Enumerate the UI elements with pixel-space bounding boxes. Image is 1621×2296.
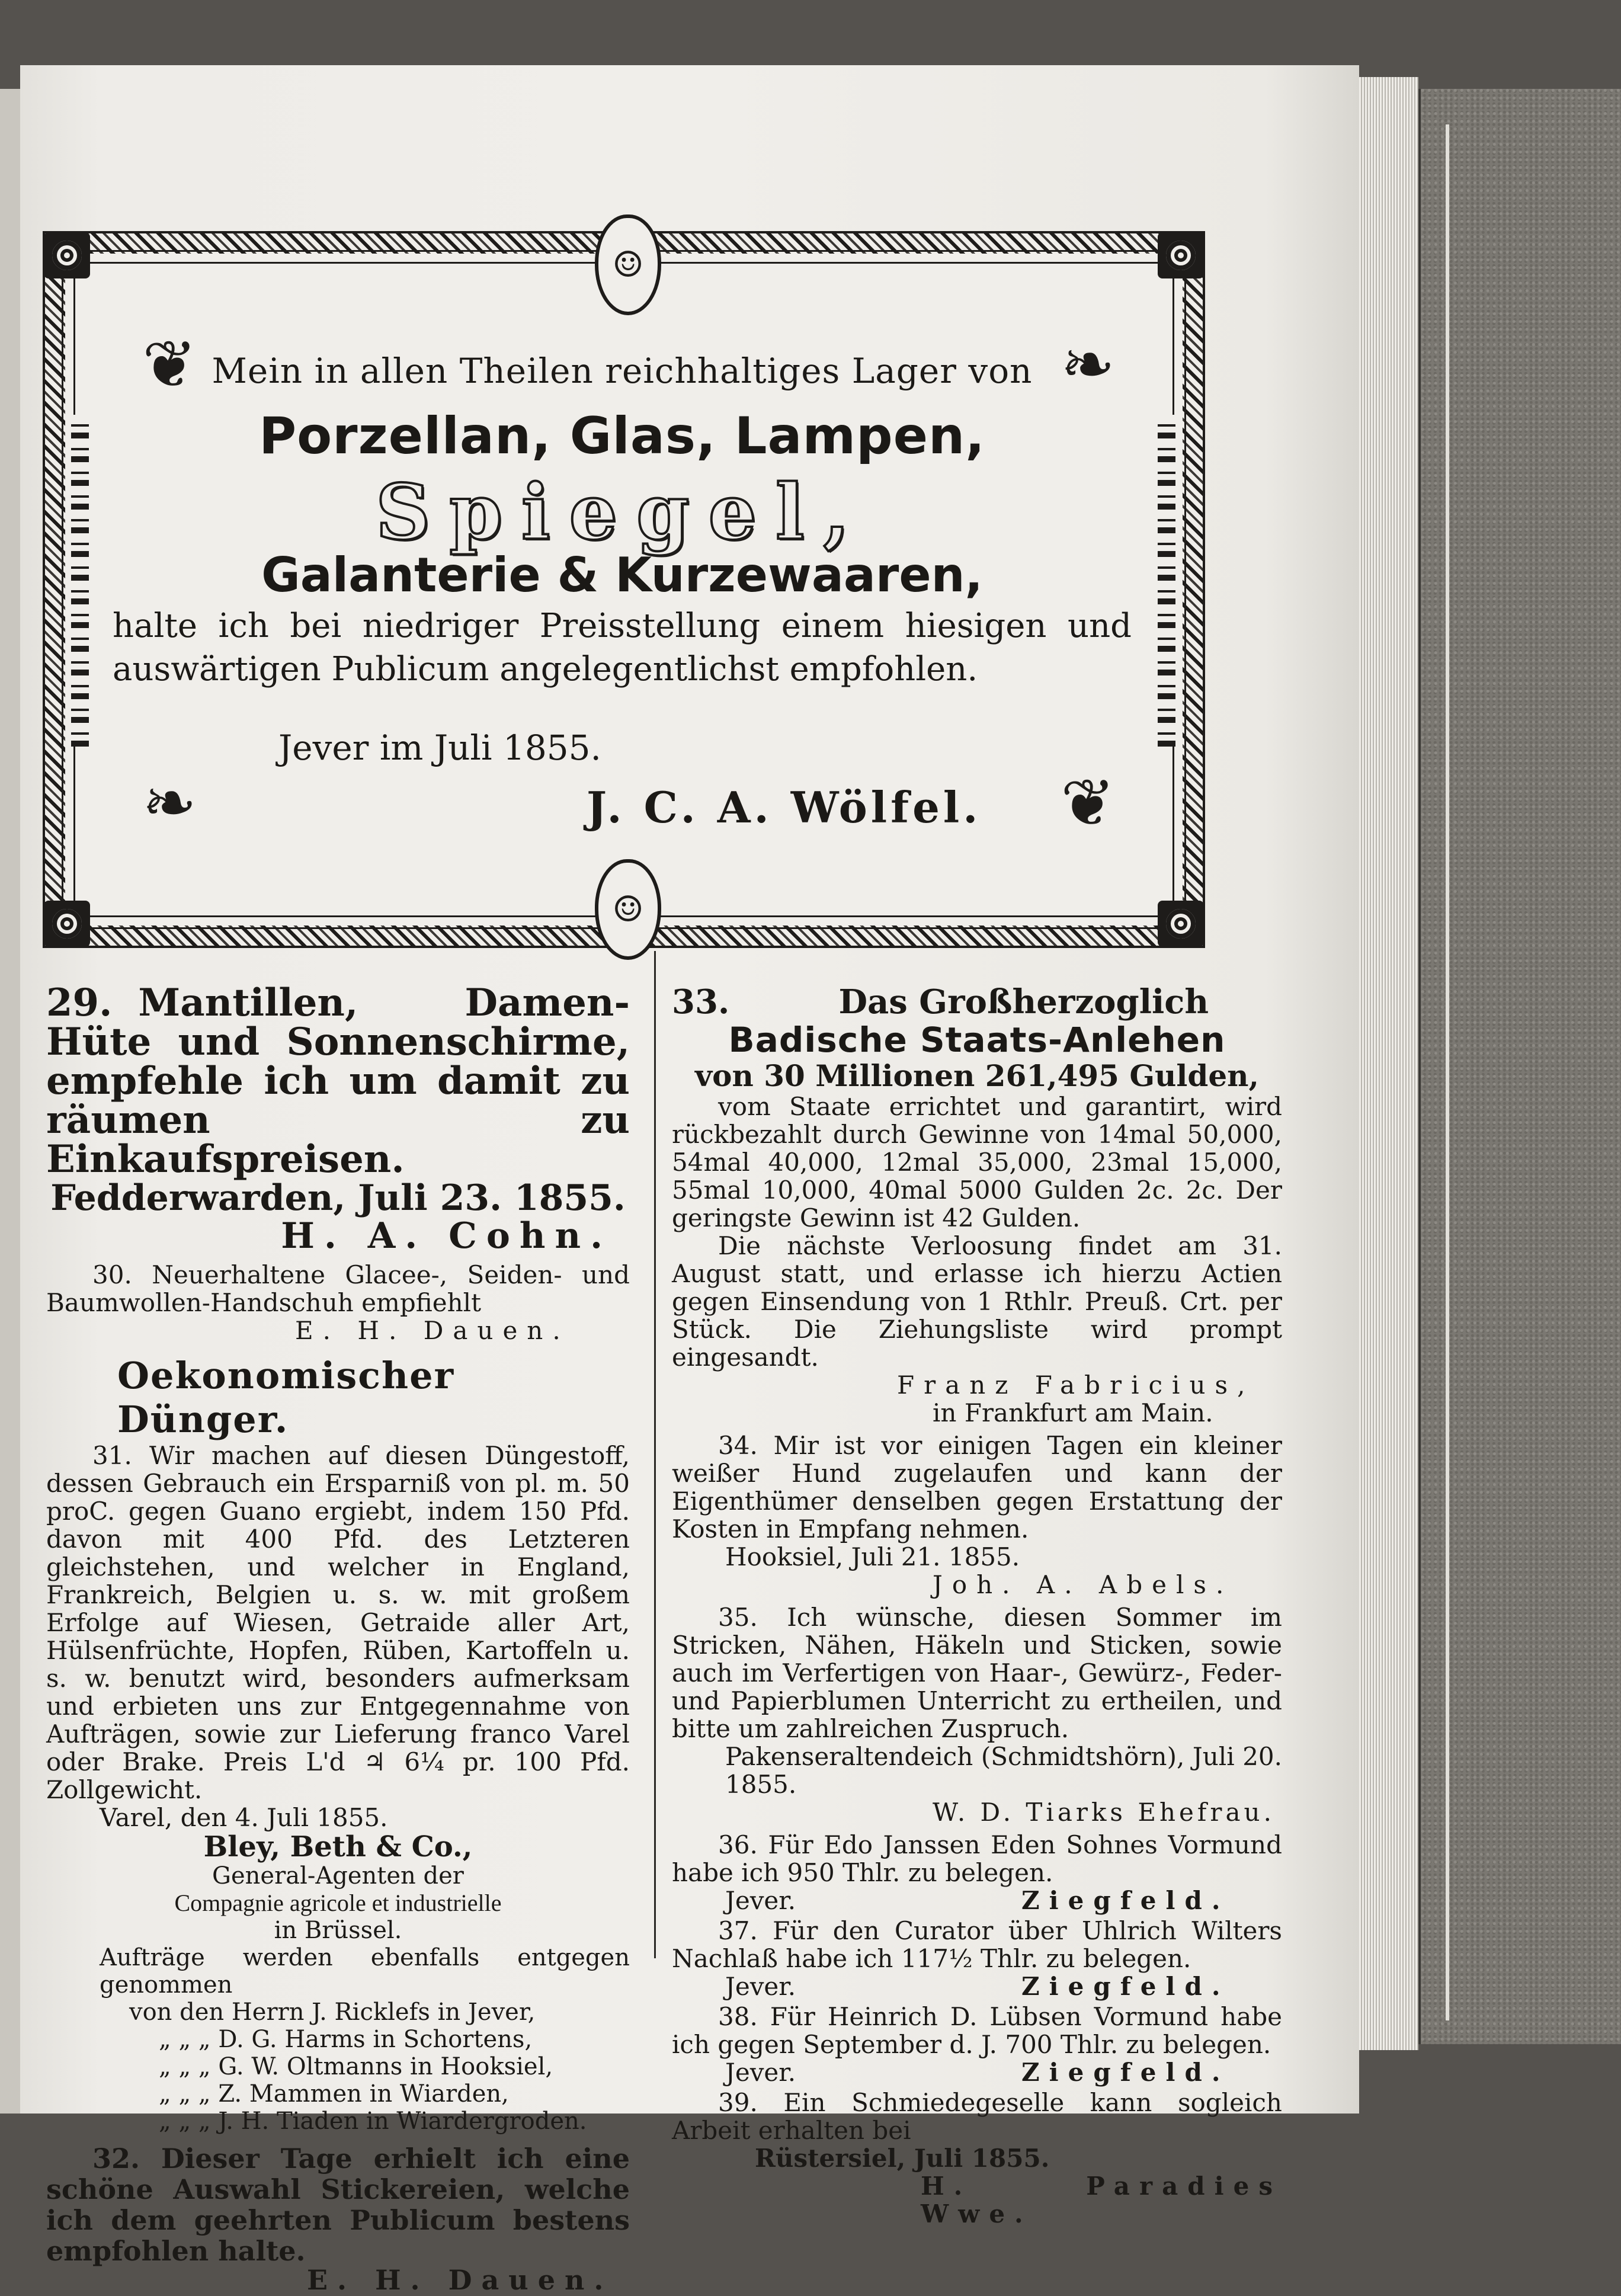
ad-31 bbox=[46, 1354, 630, 2135]
ad-place: Jever. bbox=[725, 2058, 796, 2087]
ad-38 bbox=[672, 2003, 1282, 2086]
ad-signature: Ziegfeld. bbox=[1021, 1886, 1230, 1915]
ad-text: 37. Für den Curator über Uhlrich Wilters Nachlaß habe ich 117½ Thlr. zu belegen. bbox=[672, 1916, 1282, 1973]
left-page-edge bbox=[0, 89, 22, 2114]
ad-text: 39. Ein Schmiedegeselle kann sogleich Arbeit erhalten bei bbox=[672, 2088, 1282, 2145]
ad-place-date: Varel, den 4. Juli 1855. bbox=[100, 1803, 388, 1832]
cover-edge bbox=[1446, 124, 1449, 2020]
ad-text-2: Die nächste Verloosung findet am 31. August statt, und erlasse ich hierzu Actien gegen Einsendung von 1 Rthlr. Preuß. Crt. per Stück. Die Ziehungsliste wird prompt eingesandt. bbox=[672, 1231, 1282, 1372]
ad-signature: H. Paradies Wwe. bbox=[921, 2172, 1282, 2228]
ad-number: 29. bbox=[46, 981, 113, 1025]
ad-text: 32. Dieser Tage erhielt ich eine schöne Auswahl Stickereien, welche ich dem geehrten Publicum bestens empfohlen halte. bbox=[46, 2143, 630, 2267]
ad-signature: Franz Fabricius, bbox=[897, 1370, 1255, 1400]
ad-agent: „ „ „ D. G. Harms in Schortens, bbox=[159, 2026, 533, 2053]
ad-signature: Joh. A. Abels. bbox=[933, 1570, 1234, 1599]
ad-firm-role: General-Agenten der bbox=[212, 1862, 464, 1890]
ad-place-date: Pakenseraltendeich (Schmidtshörn), Juli 20. 1855. bbox=[725, 1742, 1282, 1799]
ad-32 bbox=[46, 2143, 630, 2294]
ad-line3: von 30 Millionen 261,495 Gulden, bbox=[695, 1058, 1259, 1093]
frame-corner-ornament bbox=[1158, 232, 1204, 278]
ad-heading: Badische Staats-Anlehen bbox=[728, 1020, 1226, 1060]
mask-ornament-bottom-icon: ☺ bbox=[595, 859, 661, 960]
frame-corner-ornament bbox=[44, 901, 90, 947]
frame-ad-place-date: Jever im Juli 1855. bbox=[278, 728, 601, 768]
flourish-icon: ❧ bbox=[1061, 326, 1116, 402]
flourish-icon: ❦ bbox=[1061, 765, 1116, 841]
ad-39 bbox=[672, 2089, 1282, 2228]
frame-corner-ornament bbox=[44, 232, 90, 278]
frame-corner-ornament bbox=[1158, 901, 1204, 947]
frame-ad-line-porzellan: Porzellan, Glas, Lampen, bbox=[259, 406, 985, 466]
ad-place-date: Rüstersiel, Juli 1855. bbox=[755, 2144, 1050, 2173]
ad-firm: Bley, Beth & Co., bbox=[203, 1830, 473, 1863]
ad-company: Compagnie agricole et industrielle bbox=[174, 1890, 502, 1916]
ad-signature: Ziegfeld. bbox=[1021, 2058, 1230, 2087]
ad-company-place: in Brüssel. bbox=[274, 1917, 402, 1944]
ad-text: 30. Neuerhaltene Glacee-, Seiden- und Baumwollen-Handschuh empfiehlt bbox=[46, 1260, 630, 1317]
ad-signature: H. A. Cohn. bbox=[281, 1215, 612, 1257]
ad-text: 31. Wir machen auf diesen Düngestoff, dessen Gebrauch ein Ersparniß von pl. m. 50 proC. gegen Guano ergiebt, indem 150 Pfd. davon mit 400 Pfd. des Letzteren gleichstehen, und welcher in England, Frankreich, Belgien u. s. w. mit großem Erfolge auf Wiesen, Getraide aller Art, Hülsenfrüchte, Hopfen, Rüben, Kartoffeln u. s. w. benutzt wird, besonders aufmerksam und erbieten uns zur Entgegennahme von Aufträgen, sowie zur Lieferung franco Varel oder Brake. Preis L'd ♃ 6¼ pr. 100 Pfd. Zollgewicht. bbox=[46, 1441, 630, 1804]
right-column bbox=[672, 984, 1282, 2228]
flourish-icon: ❦ bbox=[142, 326, 197, 402]
ad-signature-place: in Frankfurt am Main. bbox=[933, 1398, 1213, 1427]
ad-33 bbox=[672, 984, 1282, 1427]
ad-line1: Das Großherzoglich bbox=[838, 982, 1209, 1021]
ad-place-date: Fedderwarden, Juli 23. 1855. bbox=[50, 1177, 626, 1219]
frame-ad-intro: Mein in allen Theilen reichhaltiges Lager von bbox=[212, 351, 1033, 391]
ad-signature: Ziegfeld. bbox=[1021, 1972, 1230, 2001]
ad-text: 35. Ich wünsche, diesen Sommer im Stricken, Nähen, Häkeln und Sticken, sowie auch im Verfertigen von Haar-, Gewürz-, Feder- und Papierblumen Unterricht zu ertheilen, und bitte um zahlreichen Zuspruch. bbox=[672, 1603, 1282, 1743]
ad-signature: E. H. Dauen. bbox=[295, 1316, 570, 1345]
ad-agent: „ „ „ Z. Mammen in Wiarden, bbox=[159, 2080, 509, 2108]
ad-29 bbox=[46, 981, 630, 1257]
ad-agent: „ „ „ J. H. Tiaden in Wiardergroden. bbox=[159, 2108, 587, 2135]
frame-ad-line-galanterie: Galanterie & Kurzewaaren, bbox=[261, 547, 983, 603]
ad-number: 33. bbox=[672, 982, 730, 1021]
frame-ad-signature: J. C. A. Wölfel. bbox=[587, 782, 982, 832]
frame-side-ornament bbox=[1158, 415, 1175, 747]
ad-place: Jever. bbox=[725, 1972, 796, 2001]
ad-37 bbox=[672, 1917, 1282, 2000]
ad-35 bbox=[672, 1603, 1282, 1826]
page-edges bbox=[1359, 77, 1418, 2050]
ad-text: Mantillen, Damen-Hüte und Sonnenschirme, empfehle ich um damit zu räumen zu Einkaufspreisen. bbox=[46, 981, 630, 1181]
ad-36 bbox=[672, 1831, 1282, 1914]
ad-34 bbox=[672, 1432, 1282, 1599]
ad-text: 36. Für Edo Janssen Eden Sohnes Vormund habe ich 950 Thlr. zu belegen. bbox=[672, 1830, 1282, 1887]
flourish-icon: ❧ bbox=[142, 765, 197, 841]
left-column bbox=[46, 981, 630, 2296]
frame-ad-line-spiegel: Spiegel, bbox=[375, 468, 869, 557]
ad-text: 38. Für Heinrich D. Lübsen Vormund habe ich gegen September d. J. 700 Thlr. zu belegen. bbox=[672, 2002, 1282, 2059]
column-divider bbox=[654, 951, 656, 1958]
frame-side-ornament bbox=[71, 415, 89, 747]
frame-ad-body: halte ich bei niedriger Preisstellung einem hiesigen und auswärtigen Publicum angelegentlichst empfohlen. bbox=[113, 607, 1132, 689]
ad-signature: W. D. Tiarks Ehefrau. bbox=[933, 1798, 1275, 1827]
ad-text: 34. Mir ist vor einigen Tagen ein kleiner weißer Hund zugelaufen und kann der Eigenthümer denselben gegen Erstattung der Kosten in Empfang nehmen. bbox=[672, 1431, 1282, 1544]
ad-30 bbox=[46, 1261, 630, 1344]
ad-agent: „ „ „ G. W. Oltmanns in Hooksiel, bbox=[159, 2053, 553, 2080]
ad-text: vom Staate errichtet und garantirt, wird rückbezahlt durch Gewinne von 14mal 50,000, 54mal 40,000, 12mal 35,000, 23mal 15,000, 55mal 10,000, 40mal 5000 Gulden 2c. 2c. Der geringste Gewinn ist 42 Gulden. bbox=[672, 1092, 1282, 1232]
ad-place: Jever. bbox=[725, 1886, 796, 1915]
ad-agent: von den Herrn J. Ricklefs in Jever, bbox=[129, 1999, 536, 2026]
ad-orders-intro: Aufträge werden ebenfalls entgegen genommen bbox=[100, 1944, 630, 1999]
ad-place-date: Hooksiel, Juli 21. 1855. bbox=[725, 1542, 1020, 1571]
mask-ornament-top-icon: ☺ bbox=[595, 214, 661, 315]
ad-heading: Oekonomischer Dünger. bbox=[117, 1354, 455, 1441]
ad-signature: E. H. Dauen. bbox=[307, 2264, 613, 2296]
